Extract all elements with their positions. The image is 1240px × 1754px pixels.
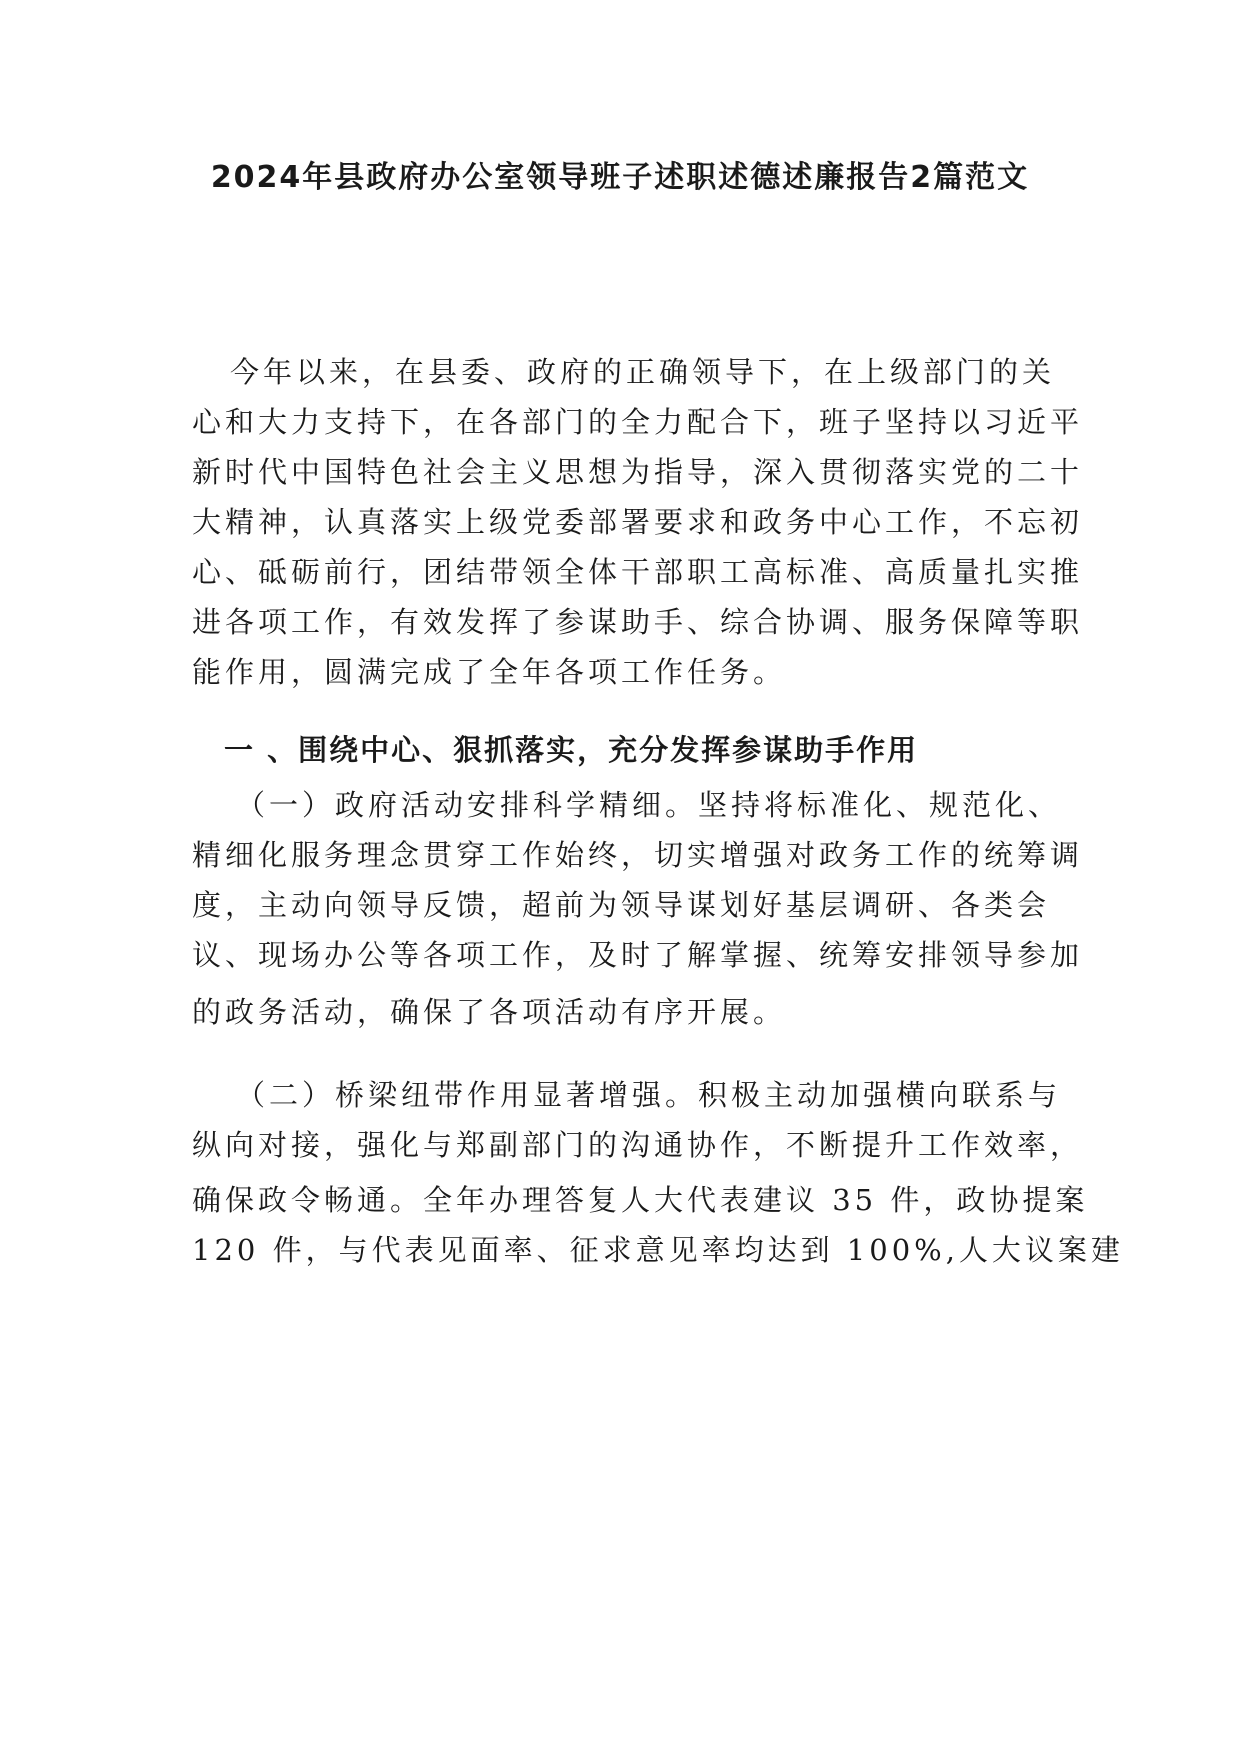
intro-line-3: 新时代中国特色社会主义思想为指导，深入贯彻落实党的二十 (192, 455, 1084, 489)
section-1-heading: 一 、围绕中心、狠抓落实，充分发挥参谋助手作用 (224, 733, 919, 767)
intro-line-6: 进各项工作，有效发挥了参谋助手、综合协调、服务保障等职 (192, 605, 1084, 639)
sub2-line-2: 纵向对接，强化与郑副部门的沟通协作，不断提升工作效率， (192, 1128, 1084, 1162)
intro-line-5: 心、砥砺前行，团结带领全体干部职工高标准、高质量扎实推 (192, 555, 1084, 589)
sub1-line-1: （一）政府活动安排科学精细。坚持将标准化、规范化、 (236, 788, 1062, 822)
document-title: 2024年县政府办公室领导班子述职述德述廉报告2篇范文 (210, 160, 1030, 195)
sub2-line-4: 120 件，与代表见面率、征求意见率均达到 100%,人大议案建 (192, 1233, 1124, 1267)
sub1-line-3: 度，主动向领导反馈，超前为领导谋划好基层调研、各类会 (192, 888, 1051, 922)
intro-line-4: 大精神，认真落实上级党委部署要求和政务中心工作，不忘初 (192, 505, 1084, 539)
sub1-line-4: 议、现场办公等各项工作，及时了解掌握、统筹安排领导参加 (192, 938, 1084, 972)
intro-line-1: 今年以来，在县委、政府的正确领导下，在上级部门的关 (230, 355, 1056, 389)
sub1-line-2: 精细化服务理念贯穿工作始终，切实增强对政务工作的统筹调 (192, 838, 1084, 872)
intro-line-2: 心和大力支持下，在各部门的全力配合下，班子坚持以习近平 (192, 405, 1084, 439)
sub2-line-3: 确保政令畅通。全年办理答复人大代表建议 35 件，政协提案 (192, 1183, 1089, 1217)
intro-line-7: 能作用，圆满完成了全年各项工作任务。 (192, 655, 787, 689)
sub1-line-5: 的政务活动，确保了各项活动有序开展。 (192, 995, 787, 1029)
sub2-line-1: （二）桥梁纽带作用显著增强。积极主动加强横向联系与 (236, 1078, 1062, 1112)
